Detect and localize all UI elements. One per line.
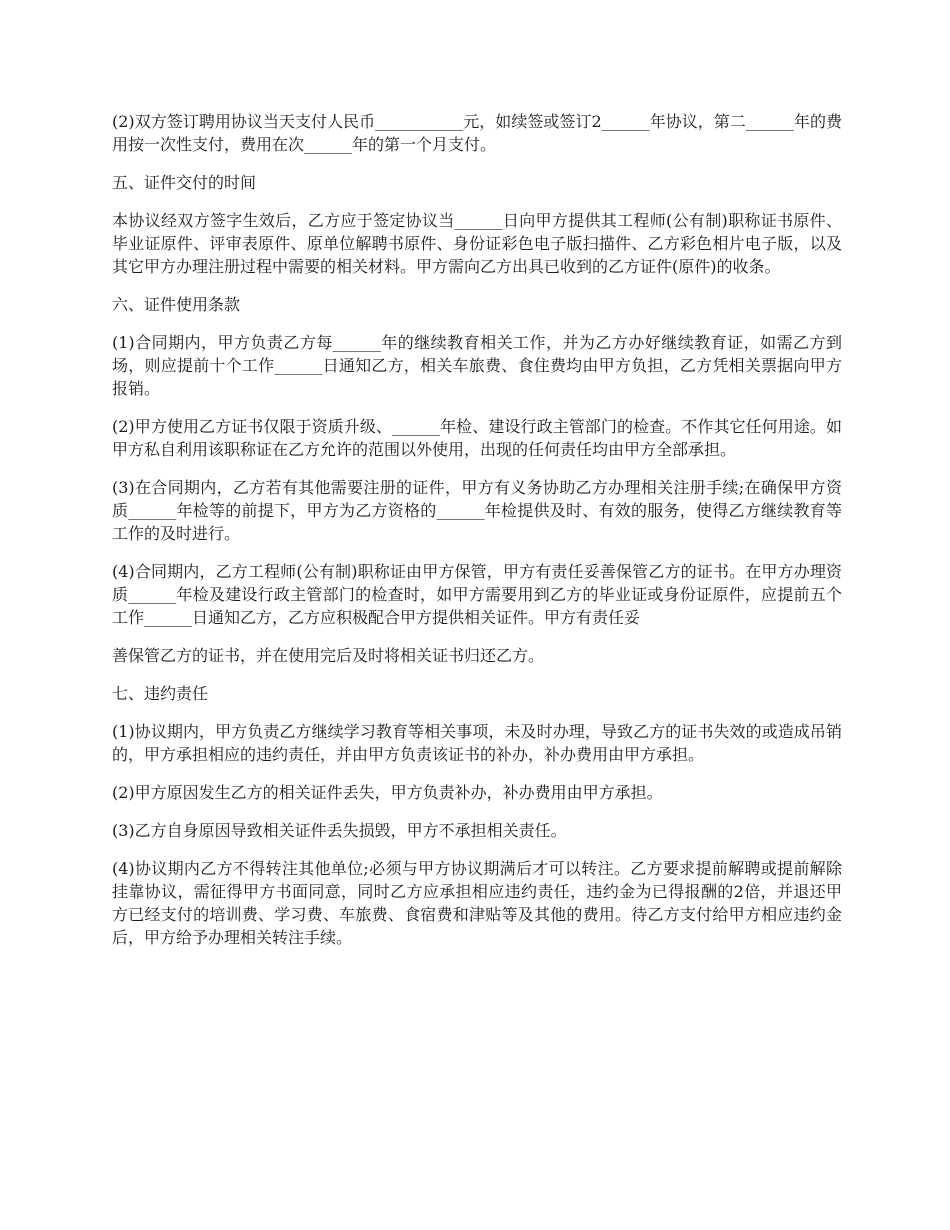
clause-breach-2: (2)甲方原因发生乙方的相关证件丢失，甲方负责补办，补办费用由甲方承担。 (112, 783, 663, 802)
section-heading-6: 六、证件使用条款 (112, 295, 241, 314)
clause-breach-4: (4)协议期内乙方不得转注其他单位;必须与甲方协议期满后才可以转注。乙方要求提前解聘或提前解除挂靠协议，需征得甲方书面同意，同时乙方应承担相应违约责任，违约金为已得报酬的2倍，并退还甲方已经支付的培训费、学习费、车旅费、食宿费和津贴等及其他的费用。待乙方支付给甲方相应违约金后，甲方给予办理相关转注手续。 (112, 859, 842, 947)
clause-usage-4-continued: 善保管乙方的证书，并在使用完后及时将相关证书归还乙方。 (112, 646, 545, 665)
document-page (112, 110, 842, 964)
clause-certificate-delivery: 本协议经双方签字生效后，乙方应于签定协议当______日向甲方提供其工程师(公有制)职称证书原件、毕业证原件、评审表原件、原单位解聘书原件、身份证彩色电子版扫描件、乙方彩色相片电子版，以及其它甲方办理注册过程中需要的相关材料。甲方需向乙方出具已收到的乙方证件(原件)的收条。 (112, 211, 842, 276)
clause-breach-1: (1)协议期内，甲方负责乙方继续学习教育等相关事项，未及时办理，导致乙方的证书失效的或造成吊销的，甲方承担相应的违约责任，并由甲方负责该证书的补办，补办费用由甲方承担。 (112, 722, 842, 764)
section-heading-5: 五、证件交付的时间 (112, 173, 257, 192)
clause-usage-1: (1)合同期内，甲方负责乙方每______年的继续教育相关工作，并为乙方办好继续教育证，如需乙方到场，则应提前十个工作______日通知乙方，相关车旅费、食住费均由甲方负担，乙方凭相关票据向甲方报销。 (112, 333, 842, 398)
clause-breach-3: (3)乙方自身原因导致相关证件丢失损毁，甲方不承担相关责任。 (112, 821, 567, 840)
clause-usage-3: (3)在合同期内，乙方若有其他需要注册的证件，甲方有义务协助乙方办理相关注册手续;在确保甲方资质______年检等的前提下，甲方为乙方资格的______年检提供及时、有效的服务，使得乙方继续教育等工作的及时进行。 (112, 478, 842, 543)
clause-usage-4: (4)合同期内，乙方工程师(公有制)职称证由甲方保管，甲方有责任妥善保管乙方的证书。在甲方办理资质______年检及建设行政主管部门的检查时，如甲方需要用到乙方的毕业证或身份证原件，应提前五个工作______日通知乙方，乙方应积极配合甲方提供相关证件。甲方有责任妥 (112, 562, 842, 627)
section-heading-7: 七、违约责任 (112, 684, 209, 703)
clause-payment-2: (2)双方签订聘用协议当天支付人民币___________元，如续签或签订2______年协议，第二______年的费用按一次性支付，费用在次______年的第一个月支付。 (112, 112, 842, 154)
clause-usage-2: (2)甲方使用乙方证书仅限于资质升级、______年检、建设行政主管部门的检查。不作其它任何用途。如甲方私自利用该职称证在乙方允许的范围以外使用，出现的任何责任均由甲方全部承担。 (112, 417, 842, 459)
